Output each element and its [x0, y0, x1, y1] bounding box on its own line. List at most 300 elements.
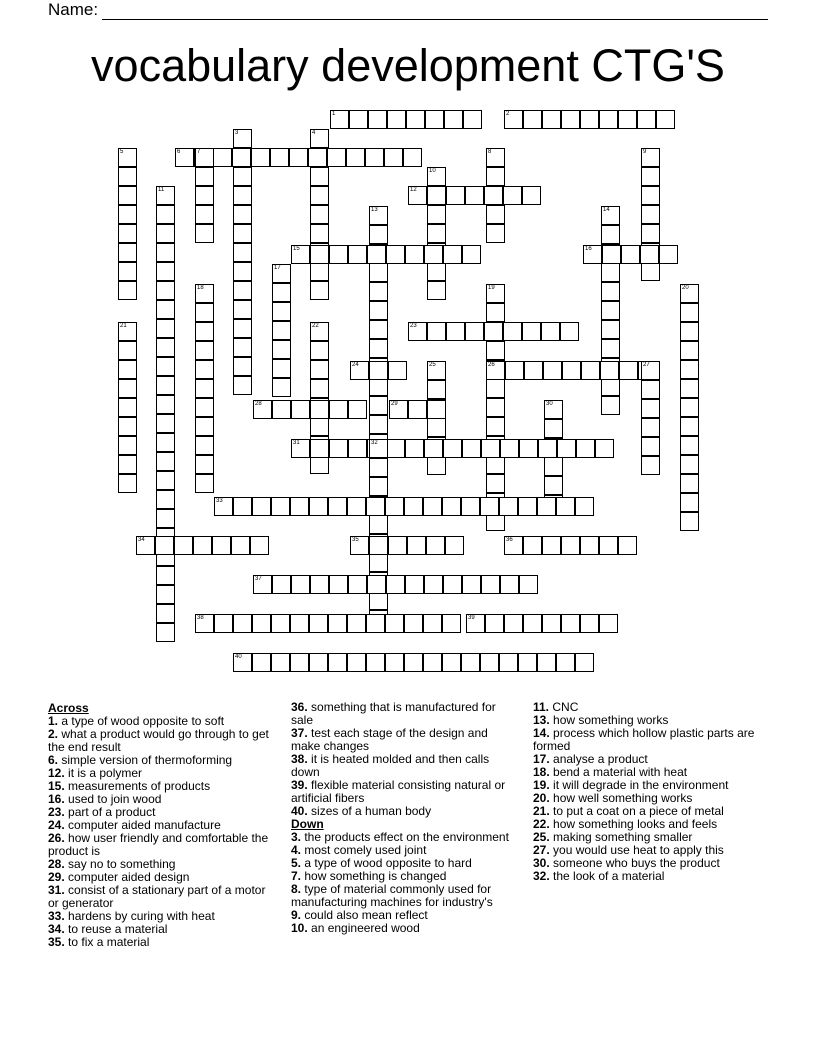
grid-cell[interactable] — [486, 474, 505, 493]
grid-cell[interactable] — [346, 148, 365, 167]
grid-cell[interactable] — [425, 110, 444, 129]
grid-cell[interactable] — [365, 148, 384, 167]
grid-cell[interactable] — [233, 357, 252, 376]
grid-cell[interactable] — [404, 614, 423, 633]
grid-cell[interactable] — [680, 455, 699, 474]
grid-cell[interactable] — [619, 361, 638, 380]
grid-cell[interactable] — [193, 536, 212, 555]
grid-cell[interactable] — [308, 148, 327, 167]
grid-cell[interactable] — [481, 575, 500, 594]
grid-cell[interactable] — [272, 359, 291, 378]
grid-cell[interactable] — [599, 536, 618, 555]
grid-cell[interactable] — [118, 262, 137, 281]
grid-cell[interactable] — [310, 262, 329, 281]
grid-cell[interactable] — [118, 341, 137, 360]
grid-cell[interactable] — [641, 437, 660, 456]
grid-cell[interactable] — [310, 575, 329, 594]
grid-cell[interactable] — [290, 497, 309, 516]
grid-cell[interactable] — [156, 585, 175, 604]
grid-cell[interactable] — [118, 167, 137, 186]
grid-cell[interactable] — [523, 614, 542, 633]
grid-cell[interactable] — [519, 439, 538, 458]
grid-cell[interactable] — [481, 439, 500, 458]
grid-cell[interactable] — [443, 439, 462, 458]
grid-cell[interactable] — [641, 186, 660, 205]
grid-cell[interactable] — [156, 490, 175, 509]
grid-cell[interactable] — [408, 400, 427, 419]
grid-cell[interactable] — [427, 380, 446, 399]
grid-cell[interactable] — [680, 474, 699, 493]
grid-cell[interactable] — [232, 148, 251, 167]
grid-cell[interactable] — [270, 148, 289, 167]
grid-cell[interactable] — [156, 224, 175, 243]
grid-cell[interactable] — [443, 245, 462, 264]
grid-cell[interactable] — [156, 509, 175, 528]
grid-cell[interactable] — [484, 186, 503, 205]
grid-cell[interactable] — [118, 281, 137, 300]
grid-cell[interactable] — [427, 186, 446, 205]
grid-cell[interactable] — [537, 497, 556, 516]
grid-cell[interactable] — [537, 653, 556, 672]
grid-cell[interactable] — [404, 653, 423, 672]
grid-cell[interactable] — [118, 436, 137, 455]
grid-cell[interactable] — [366, 497, 385, 516]
grid-cell[interactable] — [595, 439, 614, 458]
grid-cell[interactable] — [601, 339, 620, 358]
grid-cell[interactable] — [641, 456, 660, 475]
grid-cell[interactable] — [403, 148, 422, 167]
grid-cell[interactable] — [641, 262, 660, 281]
grid-cell[interactable] — [518, 497, 537, 516]
grid-cell[interactable] — [310, 379, 329, 398]
grid-cell[interactable] — [214, 614, 233, 633]
grid-cell[interactable] — [309, 653, 328, 672]
grid-cell[interactable] — [523, 110, 542, 129]
grid-cell[interactable] — [369, 553, 388, 572]
grid-cell[interactable] — [212, 536, 231, 555]
grid-cell[interactable] — [233, 205, 252, 224]
grid-cell[interactable] — [366, 653, 385, 672]
grid-cell[interactable] — [310, 186, 329, 205]
grid-cell[interactable] — [348, 400, 367, 419]
grid-cell[interactable] — [524, 361, 543, 380]
grid-cell[interactable] — [291, 575, 310, 594]
grid-cell[interactable] — [544, 457, 563, 476]
grid-cell[interactable] — [155, 536, 174, 555]
grid-cell[interactable] — [386, 245, 405, 264]
grid-cell[interactable] — [329, 439, 348, 458]
grid-cell[interactable] — [462, 245, 481, 264]
grid-cell[interactable] — [195, 417, 214, 436]
grid-cell[interactable] — [556, 497, 575, 516]
grid-cell[interactable] — [486, 205, 505, 224]
grid-cell[interactable] — [251, 148, 270, 167]
grid-cell[interactable] — [156, 376, 175, 395]
grid-cell[interactable] — [543, 361, 562, 380]
grid-cell[interactable] — [581, 361, 600, 380]
grid-cell[interactable] — [601, 320, 620, 339]
grid-cell[interactable] — [576, 439, 595, 458]
grid-cell[interactable] — [309, 497, 328, 516]
grid-cell[interactable] — [505, 361, 524, 380]
grid-cell[interactable] — [560, 322, 579, 341]
grid-cell[interactable] — [388, 361, 407, 380]
grid-cell[interactable] — [427, 281, 446, 300]
grid-cell[interactable] — [405, 439, 424, 458]
grid-cell[interactable] — [272, 400, 291, 419]
grid-cell[interactable] — [369, 536, 388, 555]
grid-cell[interactable] — [195, 360, 214, 379]
grid-cell[interactable] — [250, 536, 269, 555]
grid-cell[interactable] — [424, 245, 443, 264]
grid-cell[interactable] — [561, 110, 580, 129]
grid-cell[interactable] — [156, 205, 175, 224]
grid-cell[interactable] — [233, 338, 252, 357]
grid-cell[interactable] — [519, 575, 538, 594]
grid-cell[interactable] — [347, 653, 366, 672]
grid-cell[interactable] — [327, 148, 346, 167]
grid-cell[interactable] — [369, 225, 388, 244]
grid-cell[interactable] — [580, 110, 599, 129]
grid-cell[interactable] — [348, 245, 367, 264]
grid-cell[interactable] — [118, 186, 137, 205]
grid-cell[interactable] — [465, 322, 484, 341]
grid-cell[interactable] — [289, 148, 308, 167]
grid-cell[interactable] — [443, 575, 462, 594]
grid-cell[interactable] — [556, 653, 575, 672]
grid-cell[interactable] — [599, 110, 618, 129]
grid-cell[interactable] — [465, 186, 484, 205]
grid-cell[interactable] — [156, 338, 175, 357]
grid-cell[interactable] — [427, 418, 446, 437]
grid-cell[interactable] — [406, 110, 425, 129]
grid-cell[interactable] — [348, 575, 367, 594]
grid-cell[interactable] — [405, 575, 424, 594]
grid-cell[interactable] — [156, 433, 175, 452]
grid-cell[interactable] — [369, 458, 388, 477]
grid-cell[interactable] — [252, 614, 271, 633]
grid-cell[interactable] — [156, 604, 175, 623]
grid-cell[interactable] — [621, 245, 640, 264]
grid-cell[interactable] — [385, 497, 404, 516]
grid-cell[interactable] — [486, 379, 505, 398]
grid-cell[interactable] — [174, 536, 193, 555]
grid-cell[interactable] — [618, 110, 637, 129]
grid-cell[interactable] — [118, 417, 137, 436]
grid-cell[interactable] — [233, 224, 252, 243]
grid-cell[interactable] — [233, 262, 252, 281]
grid-cell[interactable] — [367, 575, 386, 594]
grid-cell[interactable] — [680, 417, 699, 436]
grid-cell[interactable] — [233, 497, 252, 516]
grid-cell[interactable] — [118, 224, 137, 243]
grid-cell[interactable] — [444, 110, 463, 129]
grid-cell[interactable] — [385, 614, 404, 633]
grid-cell[interactable] — [213, 148, 232, 167]
grid-cell[interactable] — [500, 575, 519, 594]
grid-cell[interactable] — [427, 322, 446, 341]
grid-cell[interactable] — [252, 653, 271, 672]
grid-cell[interactable] — [680, 303, 699, 322]
grid-cell[interactable] — [347, 614, 366, 633]
grid-cell[interactable] — [349, 110, 368, 129]
grid-cell[interactable] — [310, 400, 329, 419]
grid-cell[interactable] — [640, 245, 659, 264]
grid-cell[interactable] — [369, 477, 388, 496]
grid-cell[interactable] — [369, 339, 388, 358]
grid-cell[interactable] — [388, 536, 407, 555]
grid-cell[interactable] — [156, 262, 175, 281]
grid-cell[interactable] — [486, 398, 505, 417]
grid-cell[interactable] — [233, 281, 252, 300]
grid-cell[interactable] — [195, 455, 214, 474]
grid-cell[interactable] — [310, 245, 329, 264]
grid-cell[interactable] — [557, 439, 576, 458]
grid-cell[interactable] — [427, 262, 446, 281]
grid-cell[interactable] — [368, 110, 387, 129]
grid-cell[interactable] — [385, 653, 404, 672]
grid-cell[interactable] — [195, 303, 214, 322]
grid-cell[interactable] — [231, 536, 250, 555]
grid-cell[interactable] — [156, 319, 175, 338]
grid-cell[interactable] — [499, 653, 518, 672]
grid-cell[interactable] — [522, 186, 541, 205]
grid-cell[interactable] — [347, 497, 366, 516]
grid-cell[interactable] — [369, 396, 388, 415]
grid-cell[interactable] — [680, 360, 699, 379]
grid-cell[interactable] — [233, 319, 252, 338]
grid-cell[interactable] — [195, 474, 214, 493]
grid-cell[interactable] — [518, 653, 537, 672]
grid-cell[interactable] — [442, 497, 461, 516]
grid-cell[interactable] — [407, 536, 426, 555]
grid-cell[interactable] — [156, 452, 175, 471]
grid-cell[interactable] — [562, 361, 581, 380]
grid-cell[interactable] — [504, 614, 523, 633]
grid-cell[interactable] — [423, 614, 442, 633]
grid-cell[interactable] — [641, 167, 660, 186]
grid-cell[interactable] — [290, 653, 309, 672]
grid-cell[interactable] — [386, 575, 405, 594]
grid-cell[interactable] — [195, 436, 214, 455]
grid-cell[interactable] — [271, 653, 290, 672]
grid-cell[interactable] — [461, 653, 480, 672]
grid-cell[interactable] — [156, 414, 175, 433]
grid-cell[interactable] — [156, 623, 175, 642]
grid-cell[interactable] — [462, 575, 481, 594]
grid-cell[interactable] — [641, 224, 660, 243]
grid-cell[interactable] — [310, 341, 329, 360]
grid-cell[interactable] — [195, 205, 214, 224]
grid-cell[interactable] — [310, 224, 329, 243]
grid-cell[interactable] — [680, 341, 699, 360]
grid-cell[interactable] — [118, 205, 137, 224]
grid-cell[interactable] — [601, 225, 620, 244]
grid-cell[interactable] — [369, 263, 388, 282]
grid-cell[interactable] — [366, 614, 385, 633]
grid-cell[interactable] — [329, 245, 348, 264]
grid-cell[interactable] — [291, 400, 310, 419]
grid-cell[interactable] — [310, 360, 329, 379]
grid-cell[interactable] — [500, 439, 519, 458]
grid-cell[interactable] — [348, 439, 367, 458]
grid-cell[interactable] — [641, 205, 660, 224]
grid-cell[interactable] — [602, 245, 621, 264]
grid-cell[interactable] — [538, 439, 557, 458]
grid-cell[interactable] — [369, 515, 388, 534]
grid-cell[interactable] — [272, 302, 291, 321]
grid-cell[interactable] — [272, 575, 291, 594]
grid-cell[interactable] — [446, 186, 465, 205]
grid-cell[interactable] — [367, 245, 386, 264]
grid-cell[interactable] — [637, 110, 656, 129]
grid-cell[interactable] — [486, 417, 505, 436]
grid-cell[interactable] — [523, 536, 542, 555]
grid-cell[interactable] — [156, 281, 175, 300]
grid-cell[interactable] — [426, 536, 445, 555]
grid-cell[interactable] — [601, 282, 620, 301]
grid-cell[interactable] — [387, 110, 406, 129]
grid-cell[interactable] — [329, 575, 348, 594]
grid-cell[interactable] — [195, 322, 214, 341]
grid-cell[interactable] — [544, 476, 563, 495]
grid-cell[interactable] — [290, 614, 309, 633]
grid-cell[interactable] — [486, 341, 505, 360]
grid-cell[interactable] — [680, 398, 699, 417]
grid-cell[interactable] — [118, 398, 137, 417]
grid-cell[interactable] — [486, 167, 505, 186]
grid-cell[interactable] — [680, 436, 699, 455]
grid-cell[interactable] — [233, 614, 252, 633]
grid-cell[interactable] — [328, 653, 347, 672]
grid-cell[interactable] — [156, 471, 175, 490]
grid-cell[interactable] — [369, 301, 388, 320]
grid-cell[interactable] — [271, 614, 290, 633]
grid-cell[interactable] — [486, 224, 505, 243]
grid-cell[interactable] — [480, 497, 499, 516]
grid-cell[interactable] — [427, 400, 446, 419]
grid-cell[interactable] — [195, 224, 214, 243]
grid-cell[interactable] — [600, 361, 619, 380]
grid-cell[interactable] — [328, 497, 347, 516]
grid-cell[interactable] — [580, 536, 599, 555]
grid-cell[interactable] — [271, 497, 290, 516]
grid-cell[interactable] — [195, 398, 214, 417]
grid-cell[interactable] — [503, 186, 522, 205]
grid-cell[interactable] — [561, 614, 580, 633]
grid-cell[interactable] — [310, 281, 329, 300]
grid-cell[interactable] — [156, 566, 175, 585]
grid-cell[interactable] — [156, 300, 175, 319]
grid-cell[interactable] — [369, 320, 388, 339]
grid-cell[interactable] — [195, 167, 214, 186]
grid-cell[interactable] — [601, 396, 620, 415]
grid-cell[interactable] — [542, 110, 561, 129]
grid-cell[interactable] — [462, 439, 481, 458]
grid-cell[interactable] — [369, 361, 388, 380]
grid-cell[interactable] — [575, 497, 594, 516]
grid-cell[interactable] — [680, 322, 699, 341]
grid-cell[interactable] — [233, 376, 252, 395]
grid-cell[interactable] — [522, 322, 541, 341]
grid-cell[interactable] — [309, 614, 328, 633]
grid-cell[interactable] — [427, 224, 446, 243]
grid-cell[interactable] — [423, 653, 442, 672]
grid-cell[interactable] — [503, 322, 522, 341]
grid-cell[interactable] — [499, 497, 518, 516]
grid-cell[interactable] — [580, 614, 599, 633]
grid-cell[interactable] — [680, 493, 699, 512]
grid-cell[interactable] — [404, 497, 423, 516]
grid-cell[interactable] — [424, 439, 443, 458]
grid-cell[interactable] — [463, 110, 482, 129]
grid-cell[interactable] — [601, 263, 620, 282]
grid-cell[interactable] — [384, 148, 403, 167]
grid-cell[interactable] — [427, 205, 446, 224]
grid-cell[interactable] — [427, 456, 446, 475]
grid-cell[interactable] — [656, 110, 675, 129]
grid-cell[interactable] — [310, 167, 329, 186]
grid-cell[interactable] — [118, 379, 137, 398]
grid-cell[interactable] — [575, 653, 594, 672]
grid-cell[interactable] — [641, 399, 660, 418]
grid-cell[interactable] — [442, 653, 461, 672]
grid-cell[interactable] — [386, 439, 405, 458]
grid-cell[interactable] — [310, 205, 329, 224]
grid-cell[interactable] — [233, 243, 252, 262]
grid-cell[interactable] — [485, 614, 504, 633]
grid-cell[interactable] — [405, 245, 424, 264]
grid-cell[interactable] — [601, 301, 620, 320]
grid-cell[interactable] — [486, 303, 505, 322]
grid-cell[interactable] — [445, 536, 464, 555]
grid-cell[interactable] — [561, 536, 580, 555]
grid-cell[interactable] — [118, 455, 137, 474]
grid-cell[interactable] — [118, 360, 137, 379]
grid-cell[interactable] — [484, 322, 503, 341]
grid-cell[interactable] — [424, 575, 443, 594]
grid-cell[interactable] — [272, 321, 291, 340]
grid-cell[interactable] — [641, 418, 660, 437]
grid-cell[interactable] — [252, 497, 271, 516]
grid-cell[interactable] — [310, 417, 329, 436]
grid-cell[interactable] — [118, 474, 137, 493]
grid-cell[interactable] — [599, 614, 618, 633]
grid-cell[interactable] — [233, 300, 252, 319]
grid-cell[interactable] — [195, 341, 214, 360]
grid-cell[interactable] — [544, 419, 563, 438]
grid-cell[interactable] — [618, 536, 637, 555]
grid-cell[interactable] — [480, 653, 499, 672]
grid-cell[interactable] — [195, 186, 214, 205]
grid-cell[interactable] — [446, 322, 465, 341]
grid-cell[interactable] — [542, 536, 561, 555]
grid-cell[interactable] — [156, 395, 175, 414]
grid-cell[interactable] — [461, 497, 480, 516]
grid-cell[interactable] — [329, 400, 348, 419]
grid-cell[interactable] — [680, 379, 699, 398]
grid-cell[interactable] — [156, 357, 175, 376]
grid-cell[interactable] — [272, 340, 291, 359]
grid-cell[interactable] — [541, 322, 560, 341]
grid-cell[interactable] — [272, 283, 291, 302]
grid-cell[interactable] — [542, 614, 561, 633]
grid-cell[interactable] — [233, 167, 252, 186]
grid-cell[interactable] — [328, 614, 347, 633]
grid-cell[interactable] — [233, 186, 252, 205]
grid-cell[interactable] — [641, 380, 660, 399]
grid-cell[interactable] — [680, 512, 699, 531]
